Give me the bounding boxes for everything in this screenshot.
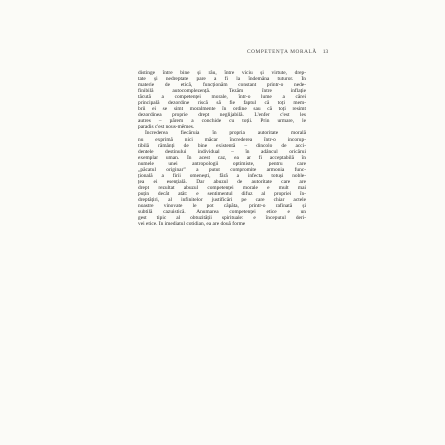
running-header [247,49,397,55]
text-line: autres – părem a conchide cu toții. Prin urmare, le [138,118,306,125]
text-line: drept rezultat abuzul competenței morale e mult mai [138,184,306,191]
text-line: principală dezordine riscă să fie faptul că toți mem- [138,100,306,107]
text-line: paradis c'est nous-mêmes. [138,124,195,131]
text-line: dezordinea proprie drept neglijabilă. L'enfer c'est les [138,112,306,119]
text-line: gest tipic al obtuzității spirituale: e începutul deri- [138,215,306,222]
paragraph [138,130,306,227]
running-title: COMPETENȚA MORALĂ [247,49,317,55]
paragraph [138,70,306,130]
text-line: dreptățiri, al infinitelor justificări pe care chiar actele [138,196,306,203]
text-line: brii ei se simt moralmente în ordine sau că toți resimt [138,106,306,113]
text-line: vei etice. În imediatul cotidian, ea are două forme [138,221,246,228]
text-line: exemplar uman. În acest caz, ea ar fi acceptabilă în [138,154,306,161]
text-line: subtilă cazuistică. Anumarea competenței etice e un [138,209,306,216]
text-line: noastre vinovate le pot căpăta, printr-o rafinată și [138,203,306,210]
text-line: țională a firii omenești, fără a infecta totuși noble- [138,172,306,179]
text-line: țea ei esențială. Dar abuzul de autoritate care are [138,178,306,185]
text-line: Încrederea fiecăruia în propria autoritate morală [145,130,306,137]
text-line: tate și nedreptate pare a fi la îndemâna tuturor. În [138,76,306,83]
text-line: distinge între bine și rău, între viciu și virtute, drep- [138,70,306,76]
text-line: dentele destinului individual – în adâncul oricărui [138,148,306,155]
text-line: finibilă autocomplezență. Tezăm între inflație [138,88,306,95]
page-number: 13 [322,49,329,55]
text-line: nu exprimă nici măcar încrederea într-o incorup- [138,136,306,143]
body-text [138,70,306,227]
text-line: materie de etică, funcționăm constant printr-o nede- [138,82,306,89]
text-line: numele unei antropologii optimiste, pentru care [138,160,306,167]
text-line: „păcatul originar” a putut compromite armonia func- [138,166,306,173]
text-line: tăcută a competenței morale, într-o lume a cărei [138,94,306,101]
text-line: puțin decât atât: e sentimentul difuz al propriei în- [138,190,306,197]
text-line: tibilă rămânți de bine existentă – dincolo de acci- [138,142,306,149]
